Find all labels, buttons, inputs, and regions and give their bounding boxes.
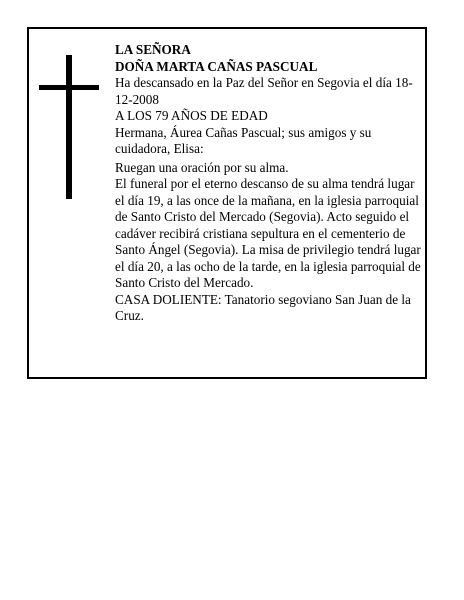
- funeral-details: El funeral por el eterno descanso de su alma tendrá lugar el día 19, a las once de la mañana, en la iglesia parroquial de Santo Cristo del Mercado (Segovia). Acto seguido el cadáver recibirá cristiana sepultura en el cementerio de Santo Ángel (Segovia). La misa de privilegio tendrá lugar el día 20, a las ocho de la tarde, en la iglesia parroquial de Santo Cristo del Mercado.: [115, 176, 421, 290]
- cross-icon: [39, 55, 99, 199]
- obituary-notice: [27, 27, 427, 379]
- cross-vertical-bar: [66, 55, 72, 199]
- family-statement: Hermana, Áurea Cañas Pascual; sus amigos y su cuidadora, Elisa:: [115, 124, 372, 156]
- mourning-house: CASA DOLIENTE: Tanatorio segoviano San Juan de la Cruz.: [115, 291, 411, 323]
- cross-horizontal-bar: [39, 85, 99, 90]
- age-statement: A LOS 79 AÑOS DE EDAD: [115, 108, 268, 123]
- deceased-name: DOÑA MARTA CAÑAS PASCUAL: [115, 58, 318, 74]
- prayer-request: Ruegan una oración por su alma.: [115, 159, 289, 175]
- death-statement: Ha descansado en la Paz del Señor en Segovia el día 18-12-2008: [115, 75, 413, 107]
- notice-title: LA SEÑORA: [115, 42, 191, 57]
- notice-body: [115, 42, 425, 325]
